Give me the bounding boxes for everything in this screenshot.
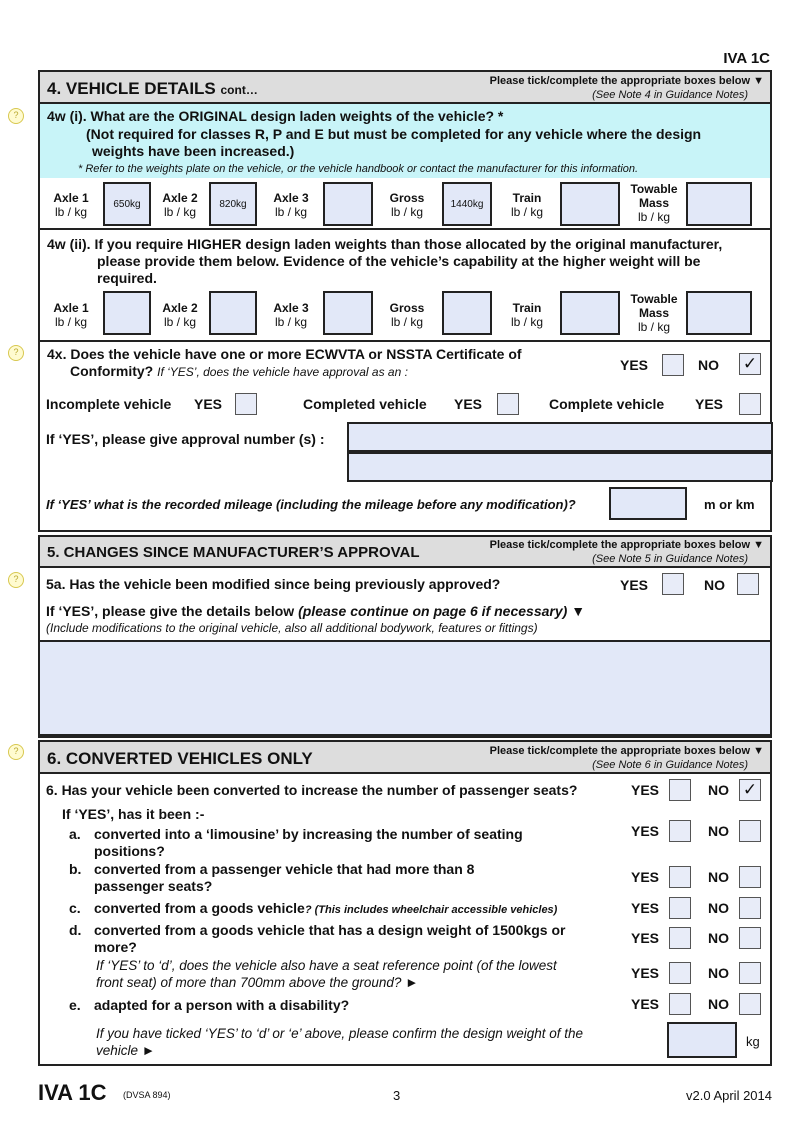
q6b-no-label: NO	[708, 869, 729, 885]
design-weight-field[interactable]	[667, 1022, 737, 1058]
hint-bulb-icon[interactable]: ?	[8, 108, 24, 124]
original-train-field[interactable]	[560, 182, 620, 226]
complete-yes-checkbox[interactable]	[739, 393, 761, 415]
q6d-yes-label: YES	[631, 930, 660, 946]
original-gross-field[interactable]: 1440kg	[442, 182, 492, 226]
q4wii-line1: 4w (ii). If you require HIGHER design laden weights than those allocated by the original manufacturer,	[47, 236, 723, 252]
section4-title: 4. VEHICLE DETAILS cont…	[47, 79, 258, 98]
higher-towable-field[interactable]	[686, 291, 752, 335]
q6e-yes-label: YES	[631, 996, 660, 1012]
q4x-yes-checkbox[interactable]	[662, 354, 684, 376]
design-weight-confirm-text: If you have ticked ‘YES’ to ‘d’ or ‘e’ above, please confirm the design weight of the vehicle ►	[96, 1026, 584, 1058]
q6d-no-label: NO	[708, 930, 729, 946]
section6-header	[38, 740, 772, 774]
higher-train-field[interactable]	[560, 291, 620, 335]
footer-form-code: IVA 1C	[38, 1080, 107, 1105]
q6d-yes-checkbox[interactable]	[669, 927, 691, 949]
q6a-text: converted into a ‘limousine’ by increasing the number of seating positions?	[94, 826, 523, 859]
q5a-yes-checkbox[interactable]	[662, 573, 684, 595]
q6a-yes-label: YES	[631, 823, 660, 839]
gross-label-2: Gross lb / kg	[389, 301, 425, 329]
hint-bulb-icon[interactable]: ?	[8, 744, 24, 760]
q6c-text: converted from a goods vehicle? (This includes wheelchair accessible vehicles)	[94, 900, 558, 916]
design-weight-unit: kg	[746, 1034, 760, 1049]
completed-yes-label: YES	[454, 396, 483, 412]
page-number: 3	[393, 1088, 401, 1103]
q5-details-note: (Include modifications to the original vehicle, also all additional bodywork, features or fittings)	[46, 621, 538, 635]
axle3-label: Axle 3 lb / kg	[273, 191, 309, 219]
axle1-label-2: Axle 1 lb / kg	[53, 301, 89, 329]
section4-header	[38, 70, 772, 104]
original-axle1-field[interactable]: 650kg	[103, 182, 151, 226]
section5-tick-instruction: Please tick/complete the appropriate boxes below ▼	[489, 539, 764, 551]
hint-bulb-icon[interactable]: ?	[8, 345, 24, 361]
q6b-letter: b.	[69, 861, 82, 877]
q4wi-line2: (Not required for classes R, P and E but must be completed for any vehicle where the design	[86, 126, 702, 142]
higher-axle1-field[interactable]	[103, 291, 151, 335]
incomplete-yes-checkbox[interactable]	[235, 393, 257, 415]
gross-label: Gross lb / kg	[389, 191, 425, 219]
original-axle2-field[interactable]: 820kg	[209, 182, 257, 226]
q6d-letter: d.	[69, 922, 82, 938]
higher-axle3-field[interactable]	[323, 291, 373, 335]
section6-title: 6. CONVERTED VEHICLES ONLY	[47, 749, 313, 768]
q4x-line1: 4x. Does the vehicle have one or more ECWVTA or NSSTA Certificate of	[47, 346, 522, 362]
q6a-no-checkbox[interactable]	[739, 820, 761, 842]
q6a-no-label: NO	[708, 823, 729, 839]
q6-no-checkbox[interactable]: ✓	[739, 779, 761, 801]
q5a-no-checkbox[interactable]	[737, 573, 759, 595]
approval-number-label: If ‘YES’, please give approval number (s) :	[46, 431, 325, 447]
section6-note: (See Note 6 in Guidance Notes)	[592, 759, 748, 771]
section4-note: (See Note 4 in Guidance Notes)	[592, 89, 748, 101]
completed-yes-checkbox[interactable]	[497, 393, 519, 415]
modifications-details-field[interactable]	[38, 640, 772, 736]
q4x-line2: Conformity? If ‘YES’, does the vehicle have approval as an :	[70, 363, 408, 379]
q6b-text: converted from a passenger vehicle that had more than 8 passenger seats?	[94, 861, 475, 894]
axle1-label: Axle 1 lb / kg	[53, 191, 89, 219]
q6-if-yes: If ‘YES’, has it been :-	[62, 806, 205, 822]
form-code: IVA 1C	[723, 50, 770, 67]
q4wii-line2: please provide them below. Evidence of the vehicle’s capability at the higher weight will be	[97, 253, 701, 269]
q6c-no-label: NO	[708, 900, 729, 916]
mileage-field[interactable]	[609, 487, 687, 520]
q4wi-line3: weights have been increased.)	[92, 143, 295, 159]
axle2-label-2: Axle 2 lb / kg	[162, 301, 198, 329]
q5a-text: 5a. Has the vehicle been modified since being previously approved?	[46, 576, 501, 592]
footer-version: v2.0 April 2014	[685, 1088, 772, 1103]
q4x-no-checkbox[interactable]: ✓	[739, 353, 761, 375]
q6-yes-checkbox[interactable]	[669, 779, 691, 801]
axle2-label: Axle 2 lb / kg	[162, 191, 198, 219]
towable-mass-label: Towable Mass lb / kg	[630, 182, 678, 224]
section6-tick-instruction: Please tick/complete the appropriate boxes below ▼	[489, 745, 764, 757]
q6e-letter: e.	[69, 997, 81, 1013]
q5a-yes-label: YES	[620, 577, 649, 593]
incomplete-vehicle-label: Incomplete vehicle	[46, 396, 172, 412]
mileage-label: If ‘YES’ what is the recorded mileage (including the mileage before any modification)?	[46, 497, 576, 512]
footer-ref: (DVSA 894)	[123, 1090, 171, 1100]
q6a-yes-checkbox[interactable]	[669, 820, 691, 842]
q5-details-instruction: If ‘YES’, please give the details below (please continue on page 6 if necessary) ▼	[46, 603, 586, 619]
q6d-no-checkbox[interactable]	[739, 927, 761, 949]
original-axle3-field[interactable]	[323, 182, 373, 226]
q4wii-line3: required.	[97, 270, 157, 286]
original-towable-field[interactable]	[686, 182, 752, 226]
q6d-text: converted from a goods vehicle that has a design weight of 1500kgs or more?	[94, 922, 566, 955]
q4x-yes-label: YES	[620, 357, 649, 373]
q6-text: 6. Has your vehicle been converted to increase the number of passenger seats?	[46, 782, 578, 798]
mileage-unit: m or km	[704, 497, 755, 512]
q6b-yes-label: YES	[631, 869, 660, 885]
q6-yes-label: YES	[631, 782, 660, 798]
q6e-yes-checkbox[interactable]	[669, 993, 691, 1015]
section4-tick-instruction: Please tick/complete the appropriate boxes below ▼	[489, 75, 764, 87]
q6b-yes-checkbox[interactable]	[669, 866, 691, 888]
q4wi-line1: 4w (i). What are the ORIGINAL design laden weights of the vehicle? *	[47, 108, 504, 124]
train-label: Train lb / kg	[510, 191, 543, 219]
complete-yes-label: YES	[695, 396, 724, 412]
incomplete-yes-label: YES	[194, 396, 223, 412]
q6d-sub-yes-label: YES	[631, 965, 660, 981]
q5a-no-label: NO	[704, 577, 725, 593]
higher-axle2-field[interactable]	[209, 291, 257, 335]
q6e-no-checkbox[interactable]	[739, 993, 761, 1015]
q6c-yes-checkbox[interactable]	[669, 897, 691, 919]
q6d-sub-no-checkbox[interactable]	[739, 962, 761, 984]
section5-title: 5. CHANGES SINCE MANUFACTURER’S APPROVAL	[47, 544, 420, 561]
q6e-no-label: NO	[708, 996, 729, 1012]
section5-note: (See Note 5 in Guidance Notes)	[592, 553, 748, 565]
q6a-letter: a.	[69, 826, 81, 842]
q6c-no-checkbox[interactable]	[739, 897, 761, 919]
q6d-sub-yes-checkbox[interactable]	[669, 962, 691, 984]
hint-bulb-icon[interactable]: ?	[8, 572, 24, 588]
q6-no-label: NO	[708, 782, 729, 798]
higher-gross-field[interactable]	[442, 291, 492, 335]
complete-vehicle-label: Complete vehicle	[549, 396, 665, 412]
q6d-subquestion: If ‘YES’ to ‘d’, does the vehicle also have a seat reference point (of the lowest front seat) of more than 700mm above the ground? ►	[96, 958, 557, 990]
completed-vehicle-label: Completed vehicle	[303, 396, 427, 412]
section5-header	[38, 535, 772, 568]
q6e-text: adapted for a person with a disability?	[94, 997, 350, 1013]
q6b-no-checkbox[interactable]	[739, 866, 761, 888]
axle3-label-2: Axle 3 lb / kg	[273, 301, 309, 329]
q6c-letter: c.	[69, 900, 81, 916]
q4wi-footnote: * Refer to the weights plate on the vehicle, or the vehicle handbook or contact the manufacturer for this information.	[78, 163, 639, 175]
q6c-yes-label: YES	[631, 900, 660, 916]
q4x-no-label: NO	[698, 357, 719, 373]
train-label-2: Train lb / kg	[510, 301, 543, 329]
q6d-sub-no-label: NO	[708, 965, 729, 981]
approval-number-field-1[interactable]	[347, 422, 773, 452]
towable-mass-label-2: Towable Mass lb / kg	[630, 292, 678, 334]
approval-number-field-2[interactable]	[347, 452, 773, 482]
